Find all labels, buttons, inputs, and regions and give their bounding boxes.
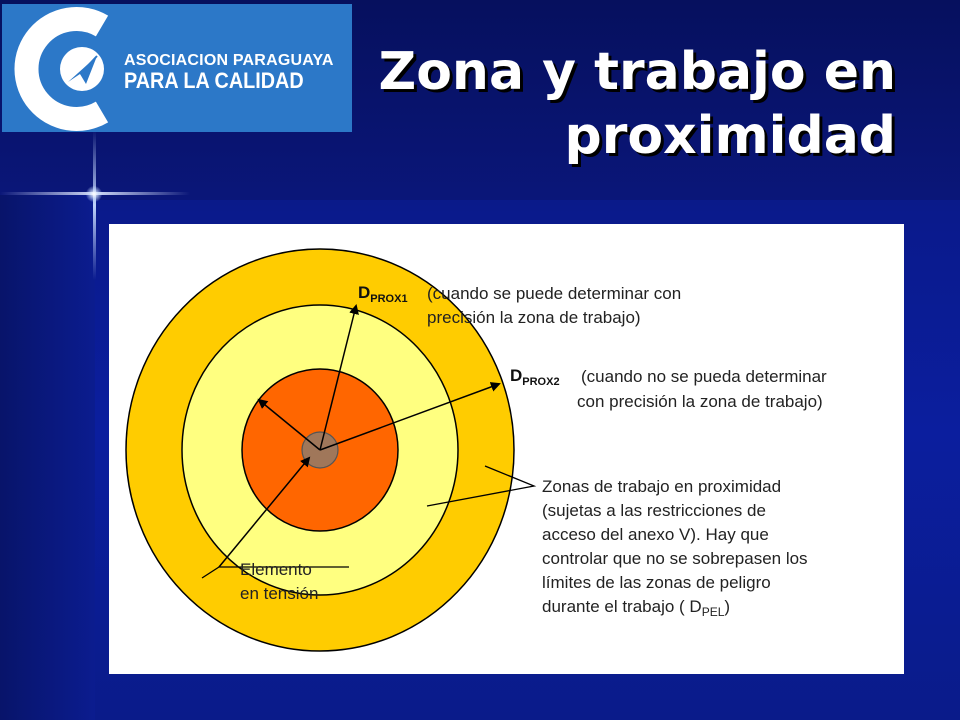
- dprox1-desc-line2: precisión la zona de trabajo): [427, 308, 641, 327]
- proximity-zone-diagram: [109, 224, 904, 674]
- zonas-line2: (sujetas a las restricciones de: [542, 501, 766, 520]
- dprox1-sub: PROX1: [370, 293, 408, 305]
- elemento-line2: en tensión: [240, 584, 319, 603]
- sparkle-vertical: [93, 130, 96, 280]
- slide-title: [336, 40, 896, 168]
- slide-title-line1: Zona y trabajo en: [378, 42, 896, 102]
- logo-text-line1: ASOCIACION PARAGUAYA: [124, 52, 334, 69]
- zonas-line6-prefix: durante el trabajo ( D: [542, 597, 702, 616]
- elemento-line1: Elemento: [240, 560, 312, 579]
- zonas-line6-suffix: ): [724, 597, 731, 616]
- dprox1-desc-line1: (cuando se puede determinar con: [427, 284, 682, 303]
- left-band: [0, 195, 95, 720]
- organization-logo: [2, 4, 352, 132]
- zonas-line3: acceso del anexo V). Hay que: [542, 525, 769, 544]
- dprox1-label: [358, 283, 408, 305]
- dprox2-sub: PROX2: [522, 376, 560, 388]
- zonas-line4: controlar que no se sobrepasen los: [542, 549, 808, 568]
- zonas-line5: límites de las zonas de peligro: [542, 573, 771, 592]
- zonas-line6: [542, 595, 808, 624]
- zonas-line1: Zonas de trabajo en proximidad: [542, 477, 782, 496]
- elemento-label: [240, 558, 318, 606]
- dprox2-main: D: [510, 366, 523, 385]
- dprox2-desc-line1: (cuando no se pueda determinar: [581, 367, 827, 386]
- logo-text-line2: PARA LA CALIDAD: [124, 68, 304, 93]
- dprox1-main: D: [358, 283, 371, 302]
- dprox2-desc-line2: con precisión la zona de trabajo): [577, 392, 823, 411]
- sparkle-core: [86, 186, 102, 202]
- zonas-line6-sub: PEL: [701, 605, 725, 619]
- dprox2-label: [510, 366, 560, 388]
- slide-title-line2: proximidad: [564, 106, 896, 166]
- zonas-description: [542, 475, 808, 624]
